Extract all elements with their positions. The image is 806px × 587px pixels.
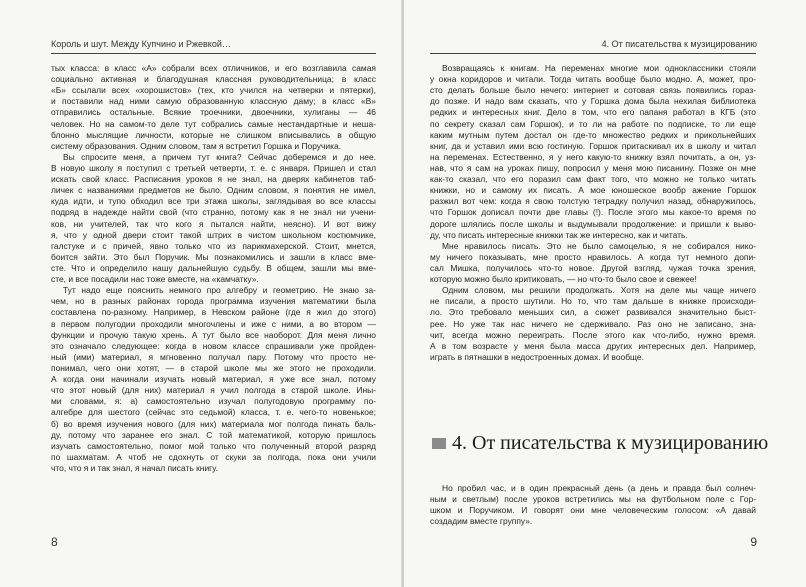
text-line: составлена по-разному. Например, в Невском районе (где я жил до этого) <box>51 307 376 318</box>
text-line: чит, всегда можно переиграть. После этого как что-либо, нужно время. <box>430 329 756 340</box>
text-line: у окна коридоров и читали. Тогда читать вообще было модно. А, может, про- <box>430 74 756 85</box>
text-line: личек с названиями предметов не было. Одним словом, я понятия не имел, <box>51 185 376 196</box>
right-header-rule <box>430 53 756 54</box>
chapter-heading-block <box>430 429 769 457</box>
text-line: тых класса: в класс «А» собрали всех отличников, и его возглавила самая <box>51 63 376 73</box>
text-line: до позже. И надо вам сказать, что у Горшка дома была нехилая библиотека <box>430 96 756 107</box>
text-line: создадим вместе группу». <box>430 516 533 527</box>
text-line: сте. Что и определило нашу дальнейшую судьбу. В общем, зашли мы вме- <box>51 262 376 273</box>
text-line: ло. Это требовало меньших сил, а сюжет развивался значительно быст- <box>430 307 756 318</box>
text-line: Вы спросите меня, а причем тут книга? Сейчас доберемся и до нее. <box>63 151 376 162</box>
text-line: не писали, а просто шутили. Но то, что там дальше в книжке происходи- <box>430 296 756 307</box>
chapter-heading: 4. От писательства к музицированию <box>452 432 769 454</box>
text-line: рее. Но уже так нас ничего не сдерживало. Раз оно не записано, зна- <box>430 318 756 329</box>
text-line: человек. Но на самом-то деле тут собрались самые нестандартные и неша- <box>51 118 376 129</box>
text-line: алгебре для шестого (сейчас это седьмой) класса, т. е. чего-то новенькое; <box>51 407 376 418</box>
right-page <box>404 0 806 587</box>
text-line: книжки, но и самому их писать. А мое юношеское вообр ажение Горшок <box>430 185 756 196</box>
text-line: Одним словом, мы решили продолжать. Хотя на деле мы чаще ничего <box>442 285 756 296</box>
text-line: В новую школу я поступил с третьей четверти, т. е. с января. Пришел и стал <box>51 162 376 173</box>
text-line: галстуке и с причей, явно только что из парикмахерской. Стоит, мнется, <box>51 240 376 251</box>
text-line: ным и светлым) после уроков встретились мы на футбольном поле с Гор- <box>430 494 756 505</box>
text-line: ду, потому что заранее его знал. С той математикой, которую пришлось <box>51 429 376 440</box>
chapter-marker-box <box>432 438 446 449</box>
text-line: это означало следующее: когда в новом классе спрашивали уже пройден- <box>51 340 376 351</box>
text-line: функции и прочую такую хрень. А тут было все наоборот. Для меня лично <box>51 329 376 340</box>
text-line: дороге шлялись после школы и выдумывали продолжение: и пришли к выво- <box>430 218 756 229</box>
text-line: ков, ни учителей, так что кого я пытался найти, неясно). И вот вижу <box>51 218 376 229</box>
text-line: что Горшок дописал почти две главы (!). После этого мы какое-то время по <box>430 207 756 218</box>
text-line: каким мутным путем достал он где-то множество редких и прикольнейших <box>430 129 756 140</box>
text-line: Но пробил час, и в один прекрасный день (а день и правда был солнеч- <box>442 483 756 493</box>
text-line: «Б» ссылали всех «хорошистов» (тех, кто учился на четверки и пятерки), <box>51 85 376 96</box>
text-line: б) во время изучения нового (для них) материала мог полгода пинать баль- <box>51 418 376 429</box>
text-line: Мне нравилось писать. Это не было самоцелью, я не собирался нико- <box>442 240 756 251</box>
right-body-text-upper <box>430 63 756 363</box>
text-line: боится зайти. Это был Поручик. Мы познакомились и зашли в класс вме- <box>51 251 376 262</box>
text-line: сал Мишка, получилось что-то новое. Другой взгляд, чужая точка зрения, <box>430 262 756 273</box>
text-line: по шахматам. А чтоб не сдохнуть от скуки за полгода, пока они учили <box>51 451 376 462</box>
text-line: которую можно было критиковать, — но что-то было свое и свежее! <box>430 274 697 285</box>
left-body-text <box>51 63 376 474</box>
text-line: что этот новый (для них) материал я учил полгода в старой школе. Ины- <box>51 385 376 396</box>
text-line: ду, что писать интересные книжки так же интересно, как и читать. <box>430 229 688 240</box>
text-line: играть в пятнашки в недостроенных домах. И вообще. <box>430 351 644 362</box>
text-line: Тут надо еще пояснить немного про алгебру и геометрию. Не знаю за- <box>63 285 376 296</box>
text-line: по секрету сказал сам Горшок), и то ли на работе по подписке, то ли еще <box>430 118 756 129</box>
left-page-number: 8 <box>51 535 58 549</box>
left-running-head: Король и шут. Между Купчино и Ржевкой… <box>51 39 231 49</box>
text-line: систему образования. Одним словом, там я встретил Горшка и Поручика. <box>51 140 342 151</box>
text-line: изучать самостоятельно, помог мой только что полученный второй разряд <box>51 440 376 451</box>
right-page-number: 9 <box>750 535 757 549</box>
text-line: нав, что я сам на уроках пишу, попросил у меня мою писанину. Позже он мне <box>430 162 756 173</box>
text-line: редких и интересных книг. Дело в том, что его папаня работал в КГБ (это <box>430 107 756 118</box>
text-line: му ничего показывать, мне просто нравилось. А когда тут немного допи- <box>430 251 756 262</box>
text-line: разжил вот чем: когда я свою толстую тетрадку получил назад, обнаружилось, <box>430 196 756 207</box>
text-line: книг, да и уставил ими всю гостиную. Горшок притаскивал их в школу и читал <box>430 140 756 151</box>
right-running-head: 4. От писательства к музицированию <box>601 39 757 49</box>
text-line: отправились остальные. Всякие троечники, двоечники, хулиганы — 46 <box>51 107 376 118</box>
text-line: куда идти, и тупо обходил все три этажа школы, заглядывая во все классы <box>51 196 376 207</box>
text-line: ми словами, я: а) самостоятельно изучал полугодовую программу по- <box>51 396 376 407</box>
text-line: А в том возрасте у меня была масса других интересных дел. Например, <box>430 340 756 351</box>
left-page <box>0 0 402 587</box>
text-line: я, что у одной двери стоит такой штрих в чистом школьном костюмчике, <box>51 229 376 240</box>
text-line: что, что я и так знал, я начал писать книгу. <box>51 462 218 473</box>
text-line: искать свой класс. Расписания уроков я не знал, на дверях кабинетов таб- <box>51 174 376 185</box>
text-line: сте, и все посадили нас тоже вместе, на «камчатку». <box>51 274 259 285</box>
text-line: подряд в надежде найти свой (что странно, потому как я не знал ни учени- <box>51 207 376 218</box>
text-line: блонно мыслящие личности, которые не слишком вписывались в общую <box>51 129 376 140</box>
left-header-rule <box>51 53 376 54</box>
text-line: Возвращаясь к книгам. На переменах многие мои одноклассники стояли <box>442 63 756 73</box>
text-line: социально активная и благодушная классная руководительница; в класс <box>51 74 376 85</box>
text-line: ный (ими) материал, я мгновенно получал пару. Потому что просто не- <box>51 351 376 362</box>
text-line: чем, но в разных районах города программа изучения математики была <box>51 296 376 307</box>
text-line: понимал, чего они хотят, — в старой школе мы же этого не проходили. <box>51 362 376 373</box>
text-line: А когда они начинали изучать новый материал, я уже все знал, потому <box>51 374 376 385</box>
text-line: и поставили над ними самую образованную классную даму; в класс «В» <box>51 96 376 107</box>
text-line: сто делать больше было нечего: интернет и сотовая связь появились гораз- <box>430 85 756 96</box>
right-body-text-lower <box>430 483 756 527</box>
text-line: как-то сказал, что его поразил сам факт того, что можно не только читать <box>430 174 756 185</box>
text-line: шком и Поручиком. И говорят они мне человеческим голосом: «А давай <box>430 505 756 516</box>
text-line: на переменах. Естественно, я у него какую-то книжку взял почитать, а он, уз- <box>430 151 756 162</box>
text-line: в первом полугодии проходили многочлены и иже с ними, а во втором — <box>51 318 376 329</box>
